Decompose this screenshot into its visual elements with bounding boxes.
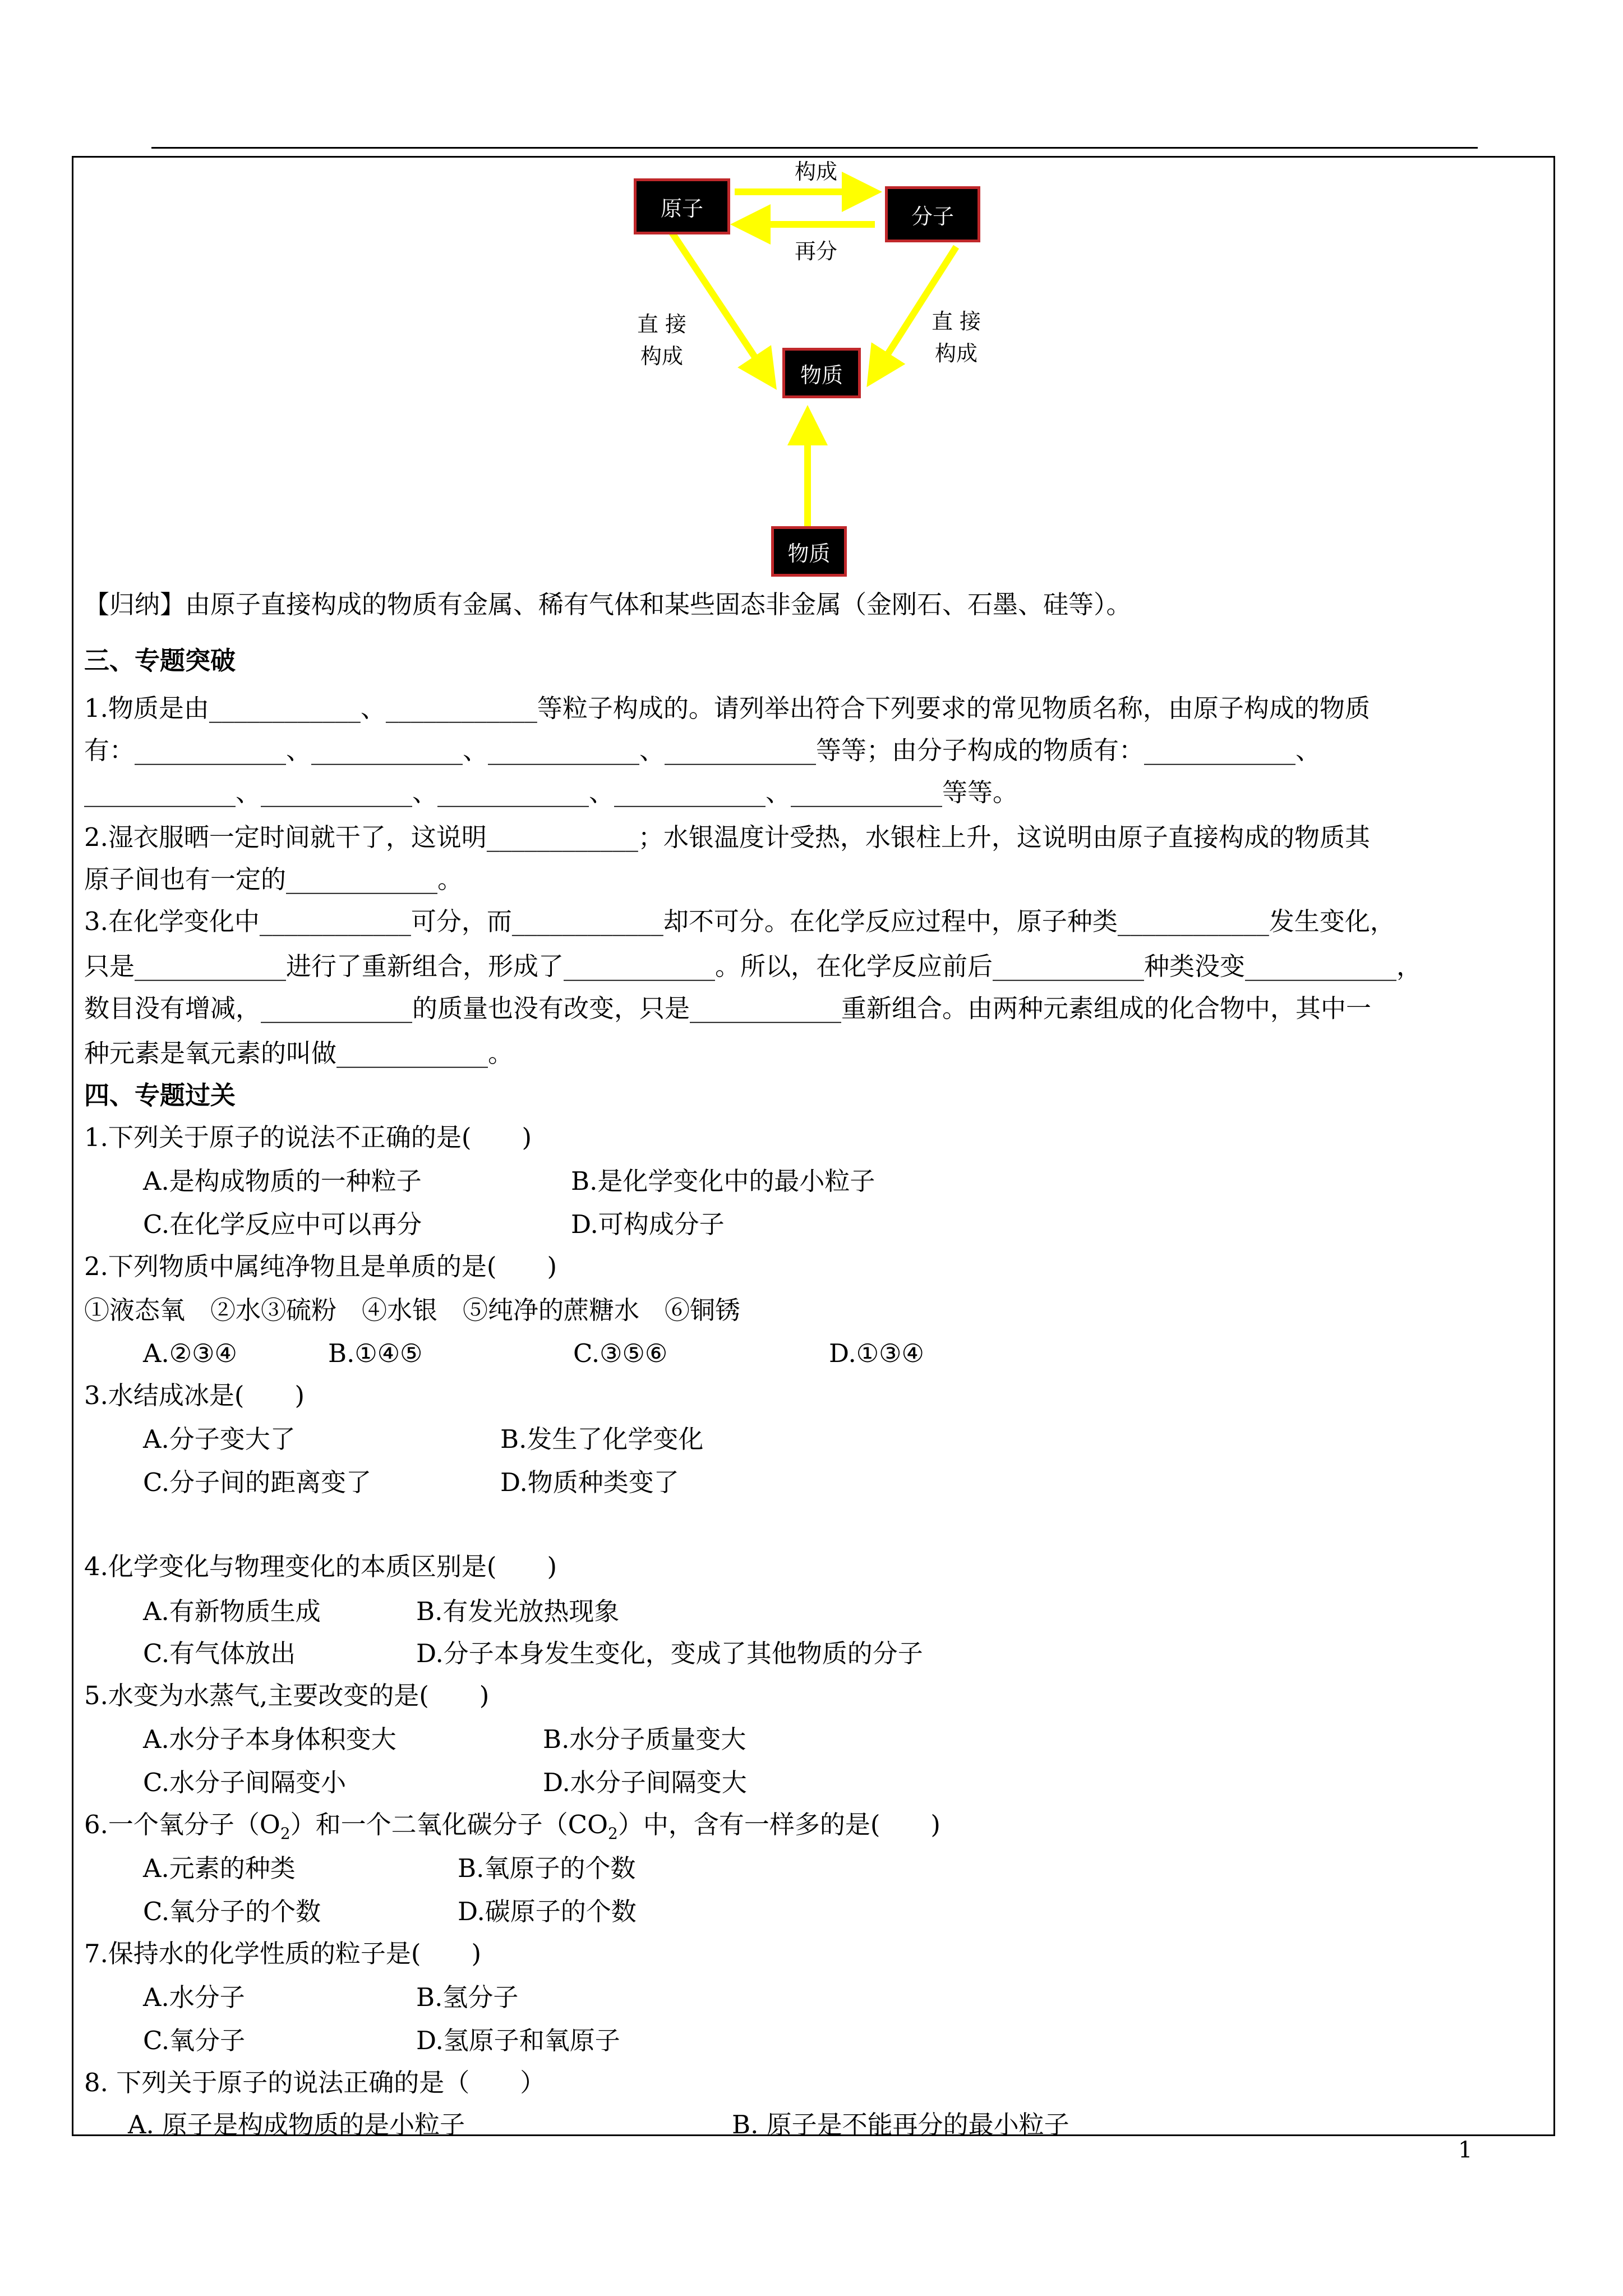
s3-line-9: 种元素是氧元素的叫做____________。: [84, 1038, 514, 1068]
section3-title: 三、专题突破: [84, 646, 236, 675]
q8-stem: 8. 下列关于原子的说法正确的是（ ）: [84, 2068, 546, 2097]
s3-line-8: 数目没有增减，____________的质量也没有改变，只是____________重新组合。由两种元素组成的化合物中，其中一: [84, 993, 1372, 1023]
q7-option-c: C.氧分子: [143, 2026, 246, 2055]
q3-option-a: A.分子变大了: [143, 1424, 296, 1454]
label-direct-right-1: 直 接: [931, 309, 981, 334]
label-direct-right-2: 构成: [934, 341, 978, 366]
q6-option-b: B.氧原子的个数: [458, 1853, 636, 1883]
q3-option-b: B.发生了化学变化: [500, 1424, 704, 1454]
q5-option-b: B.水分子质量变大: [543, 1724, 746, 1754]
q6-sub-2: 2: [607, 1824, 618, 1843]
matter-bottom-box: 物质: [771, 526, 847, 577]
q1-option-d: D.可构成分子: [571, 1209, 725, 1239]
s3-line-2: 有：____________、____________、____________、____________等等；由分子构成的物质有：____________、: [84, 735, 1321, 765]
s3-line-3: ____________、____________、____________、____________、____________等等。: [84, 777, 1018, 807]
summary-text: 【归纳】由原子直接构成的物质有金属、稀有气体和某些固态非金属（金刚石、石墨、硅等）。: [84, 590, 1132, 619]
q1-stem: 1.下列关于原子的说法不正确的是( ): [84, 1122, 532, 1152]
q6-option-c: C.氧分子的个数: [143, 1897, 321, 1926]
label-compose: 构成: [794, 159, 837, 184]
particle-diagram: [0, 0, 1623, 583]
section4-title: 四、专题过关: [84, 1080, 236, 1110]
q6-stem-part1: 6.一个氧分子（O: [84, 1810, 280, 1839]
q5-option-a: A.水分子本身体积变大: [143, 1724, 396, 1754]
label-direct-left-2: 构成: [640, 344, 683, 369]
q8-option-b: B. 原子是不能再分的最小粒子: [732, 2110, 1069, 2139]
diagram-arrows: [0, 0, 1623, 583]
q4-option-d: D.分子本身发生变化，变成了其他物质的分子: [416, 1639, 923, 1668]
q4-option-a: A.有新物质生成: [143, 1596, 321, 1626]
s3-line-6: 3.在化学变化中____________可分，而____________却不可分。在化学反应过程中，原子种类____________发生变化，: [84, 907, 1395, 936]
q2-items: ①液态氧 ②水③硫粉 ④水银 ⑤纯净的蔗糖水 ⑥铜锈: [84, 1295, 741, 1325]
s3-line-7: 只是____________进行了重新组合，形成了____________。所以，在化学反应前后____________种类没变____________，: [84, 951, 1422, 981]
q6-stem-part2: ）和一个二氧化碳分子（CO: [290, 1810, 608, 1839]
atom-box: 原子: [634, 178, 730, 234]
q2-option-c: C.③⑤⑥: [573, 1338, 668, 1368]
q6-stem-part3: ）中，含有一样多的是( ): [617, 1810, 940, 1839]
q4-option-b: B.有发光放热现象: [416, 1596, 620, 1626]
q7-option-b: B.氢分子: [416, 1982, 519, 2012]
q5-stem: 5.水变为水蒸气,主要改变的是( ): [84, 1681, 490, 1710]
q6-option-d: D.碳原子的个数: [458, 1897, 637, 1926]
q2-option-d: D.①③④: [829, 1338, 924, 1368]
q7-stem: 7.保持水的化学性质的粒子是( ): [84, 1939, 482, 1968]
q2-option-a: A.②③④: [143, 1338, 237, 1368]
molecule-box: 分子: [885, 186, 980, 242]
q3-option-c: C.分子间的距离变了: [143, 1467, 372, 1497]
label-redivide: 再分: [794, 239, 837, 264]
s3-line-4: 2.湿衣服晒一定时间就干了，这说明____________；水银温度计受热，水银柱上升，这说明由原子直接构成的物质其: [84, 822, 1370, 852]
q4-option-c: C.有气体放出: [143, 1639, 296, 1668]
q1-option-a: A.是构成物质的一种粒子: [143, 1166, 422, 1196]
q6-sub-1: 2: [280, 1824, 291, 1843]
q1-option-b: B.是化学变化中的最小粒子: [571, 1166, 875, 1196]
q2-option-b: B.①④⑤: [328, 1338, 423, 1368]
q6-option-a: A.元素的种类: [143, 1853, 296, 1883]
label-direct-left-1: 直 接: [637, 312, 687, 337]
q7-option-a: A.水分子: [143, 1982, 245, 2012]
matter-center-box: 物质: [782, 348, 861, 398]
q1-option-c: C.在化学反应中可以再分: [143, 1209, 422, 1239]
q5-option-c: C.水分子间隔变小: [143, 1768, 347, 1797]
q3-stem: 3.水结成冰是( ): [84, 1381, 305, 1410]
q8-option-a: A. 原子是构成物质的是小粒子: [128, 2110, 465, 2139]
q2-stem: 2.下列物质中属纯净物且是单质的是( ): [84, 1251, 557, 1281]
s3-line-1: 1.物质是由____________、____________等粒子构成的。请列举出符合下列要求的常见物质名称，由原子构成的物质: [84, 693, 1370, 723]
s3-line-5: 原子间也有一定的____________。: [84, 864, 463, 894]
q3-option-d: D.物质种类变了: [500, 1467, 679, 1497]
page-number: 1: [1458, 2137, 1473, 2163]
q5-option-d: D.水分子间隔变大: [543, 1768, 747, 1797]
q7-option-d: D.氢原子和氧原子: [416, 2026, 620, 2055]
q4-stem: 4.化学变化与物理变化的本质区别是( ): [84, 1552, 557, 1581]
